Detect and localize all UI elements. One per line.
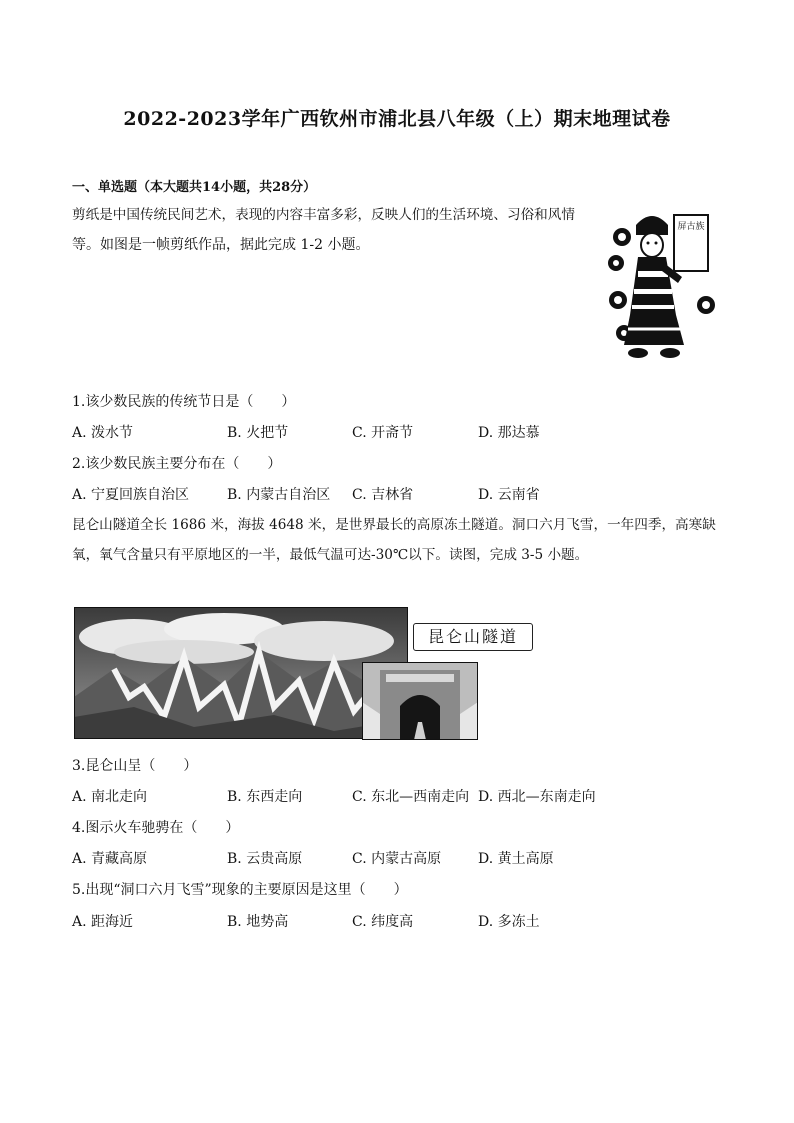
q5-option-b[interactable]: B. 地势高 [227, 914, 289, 930]
q2-option-b[interactable]: B. 内蒙古自治区 [227, 487, 331, 503]
q4-option-a[interactable]: A. 青藏高原 [72, 851, 148, 867]
question-1-options [72, 422, 712, 442]
q1-option-a[interactable]: A. 泼水节 [72, 425, 134, 441]
q2-option-c[interactable]: C. 吉林省 [352, 487, 414, 503]
q3-option-b[interactable]: B. 东西走向 [227, 789, 303, 805]
kunlun-mountain-photo [74, 607, 408, 739]
q2-option-a[interactable]: A. 宁夏回族自治区 [72, 487, 190, 503]
kunlun-tunnel-photo [362, 662, 478, 740]
question-2-options [72, 484, 712, 504]
q4-option-c[interactable]: C. 内蒙古高原 [352, 851, 442, 867]
q4-option-d[interactable]: D. 黄土高原 [478, 851, 554, 867]
question-5 [72, 879, 408, 899]
question-2 [72, 453, 281, 473]
question-3 [72, 755, 197, 775]
question-4 [72, 817, 239, 837]
intro-paragraph-2 [72, 510, 722, 570]
exam-title: 2022-2023学年广西钦州市浦北县八年级（上）期末地理试卷 [123, 108, 671, 130]
intro-1-line-1: 剪纸是中国传统民间艺术，表现的内容丰富多彩，反映人们的生活环境、习俗和风情 [72, 207, 575, 223]
tunnel-label-callout: 昆仑山隧道 [413, 623, 533, 651]
q1-option-d[interactable]: D. 那达慕 [478, 425, 540, 441]
q4-option-b[interactable]: B. 云贵高原 [227, 851, 303, 867]
papercut-figure-image [604, 205, 722, 363]
question-1 [72, 391, 295, 411]
question-2-stem: 2.该少数民族主要分布在（ ） [72, 456, 282, 472]
q1-option-c[interactable]: C. 开斋节 [352, 425, 414, 441]
q5-option-d[interactable]: D. 多冻土 [478, 914, 540, 930]
q1-option-b[interactable]: B. 火把节 [227, 425, 289, 441]
intro-2-line-2: 氧，氧气含量只有平原地区的一半，最低气温可达-30℃以下。读图，完成 3-5 小题。 [72, 547, 589, 563]
intro-paragraph-1 [72, 200, 592, 260]
q2-option-d[interactable]: D. 云南省 [478, 487, 540, 503]
papercut-banner-text: 屏古族 [677, 222, 705, 232]
q5-option-c[interactable]: C. 纬度高 [352, 914, 414, 930]
section-heading: 一、单选题（本大题共14小题，共28分） [72, 180, 317, 195]
q3-option-a[interactable]: A. 南北走向 [72, 789, 148, 805]
question-4-stem: 4.图示火车驰骋在（ ） [72, 820, 240, 836]
question-5-stem: 5.出现“洞口六月飞雪”现象的主要原因是这里（ ） [72, 882, 408, 898]
question-3-options [72, 786, 712, 806]
intro-1-line-2: 等。如图是一帧剪纸作品，据此完成 1-2 小题。 [72, 237, 370, 253]
q5-option-a[interactable]: A. 距海近 [72, 914, 134, 930]
intro-2-line-1: 昆仑山隧道全长 1686 米，海拔 4648 米，是世界最长的高原冻土隧道。洞口六月飞雪，一年四季，高寒缺 [72, 517, 716, 533]
question-4-options [72, 848, 712, 868]
question-5-options [72, 911, 712, 931]
q3-option-d[interactable]: D. 西北—东南走向 [478, 789, 596, 805]
question-1-stem: 1.该少数民族的传统节日是（ ） [72, 394, 296, 410]
q3-option-c[interactable]: C. 东北—西南走向 [352, 789, 470, 805]
question-3-stem: 3.昆仑山呈（ ） [72, 758, 198, 774]
